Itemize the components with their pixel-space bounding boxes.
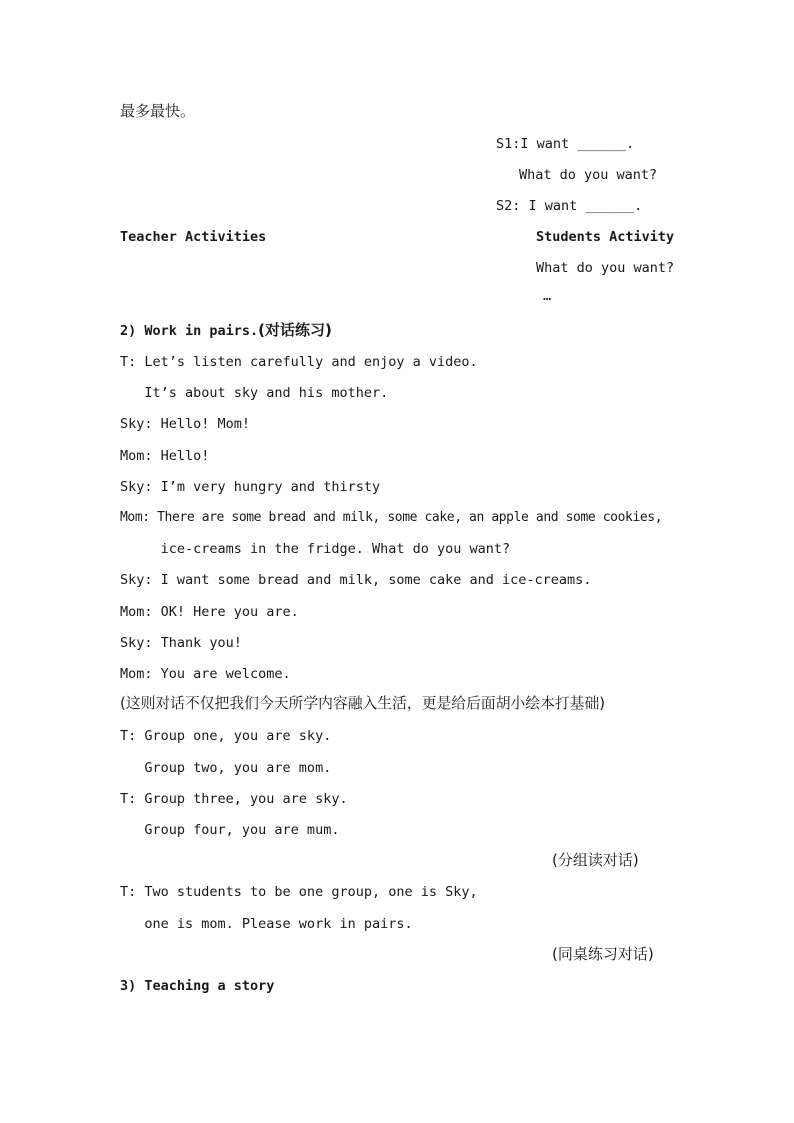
dialogue-line: Sky: Thank you! (120, 635, 242, 651)
dialogue-line: Mom: Hello! (120, 448, 210, 464)
ellipsis: … (543, 288, 552, 304)
dialogue-line: ice-creams in the fridge. What do you want? (120, 541, 511, 557)
pairs-note: (同桌练习对话) (552, 945, 654, 963)
dialogue-line: It’s about sky and his mother. (120, 385, 389, 401)
students-activity-header: Students Activity (536, 229, 675, 245)
student-question-1: What do you want? (519, 167, 658, 183)
section-2-heading (120, 320, 332, 341)
pairs-line: one is mom. Please work in pairs. (120, 916, 413, 932)
pairs-line: T: Two students to be one group, one is Sky, (120, 884, 478, 900)
section-2-heading-en: 2) Work in pairs. (120, 323, 259, 339)
dialogue-line: Sky: I want some bread and milk, some cake and ice-creams. (120, 572, 592, 588)
student-question-2: What do you want? (536, 260, 675, 276)
student-line-s2: S2: I want ______. (496, 198, 643, 214)
teacher-activities-header: Teacher Activities (120, 229, 267, 245)
dialogue-line: Mom: You are welcome. (120, 666, 291, 682)
group-line: T: Group three, you are sky. (120, 791, 348, 807)
group-note: (分组读对话) (552, 851, 639, 869)
dialogue-line: Sky: I’m very hungry and thirsty (120, 479, 381, 495)
section-2-heading-cn: (对话练习) (258, 321, 332, 339)
dialogue-line: Mom: OK! Here you are. (120, 604, 299, 620)
dialogue-line: Sky: Hello! Mom! (120, 416, 251, 432)
group-line: T: Group one, you are sky. (120, 728, 332, 744)
group-line: Group four, you are mum. (120, 822, 340, 838)
dialogue-note: (这则对话不仅把我们今天所学内容融入生活，更是给后面胡小绘本打基础) (120, 695, 606, 712)
dialogue-line: Mom: There are some bread and milk, some cake, an apple and some cookies, (120, 510, 663, 525)
dialogue-line: T: Let’s listen carefully and enjoy a video. (120, 354, 478, 370)
intro-line: 最多最快。 (120, 102, 196, 120)
student-line-s1: S1:I want ______. (496, 136, 635, 152)
group-line: Group two, you are mom. (120, 760, 332, 776)
section-3-heading: 3) Teaching a story (120, 978, 275, 994)
